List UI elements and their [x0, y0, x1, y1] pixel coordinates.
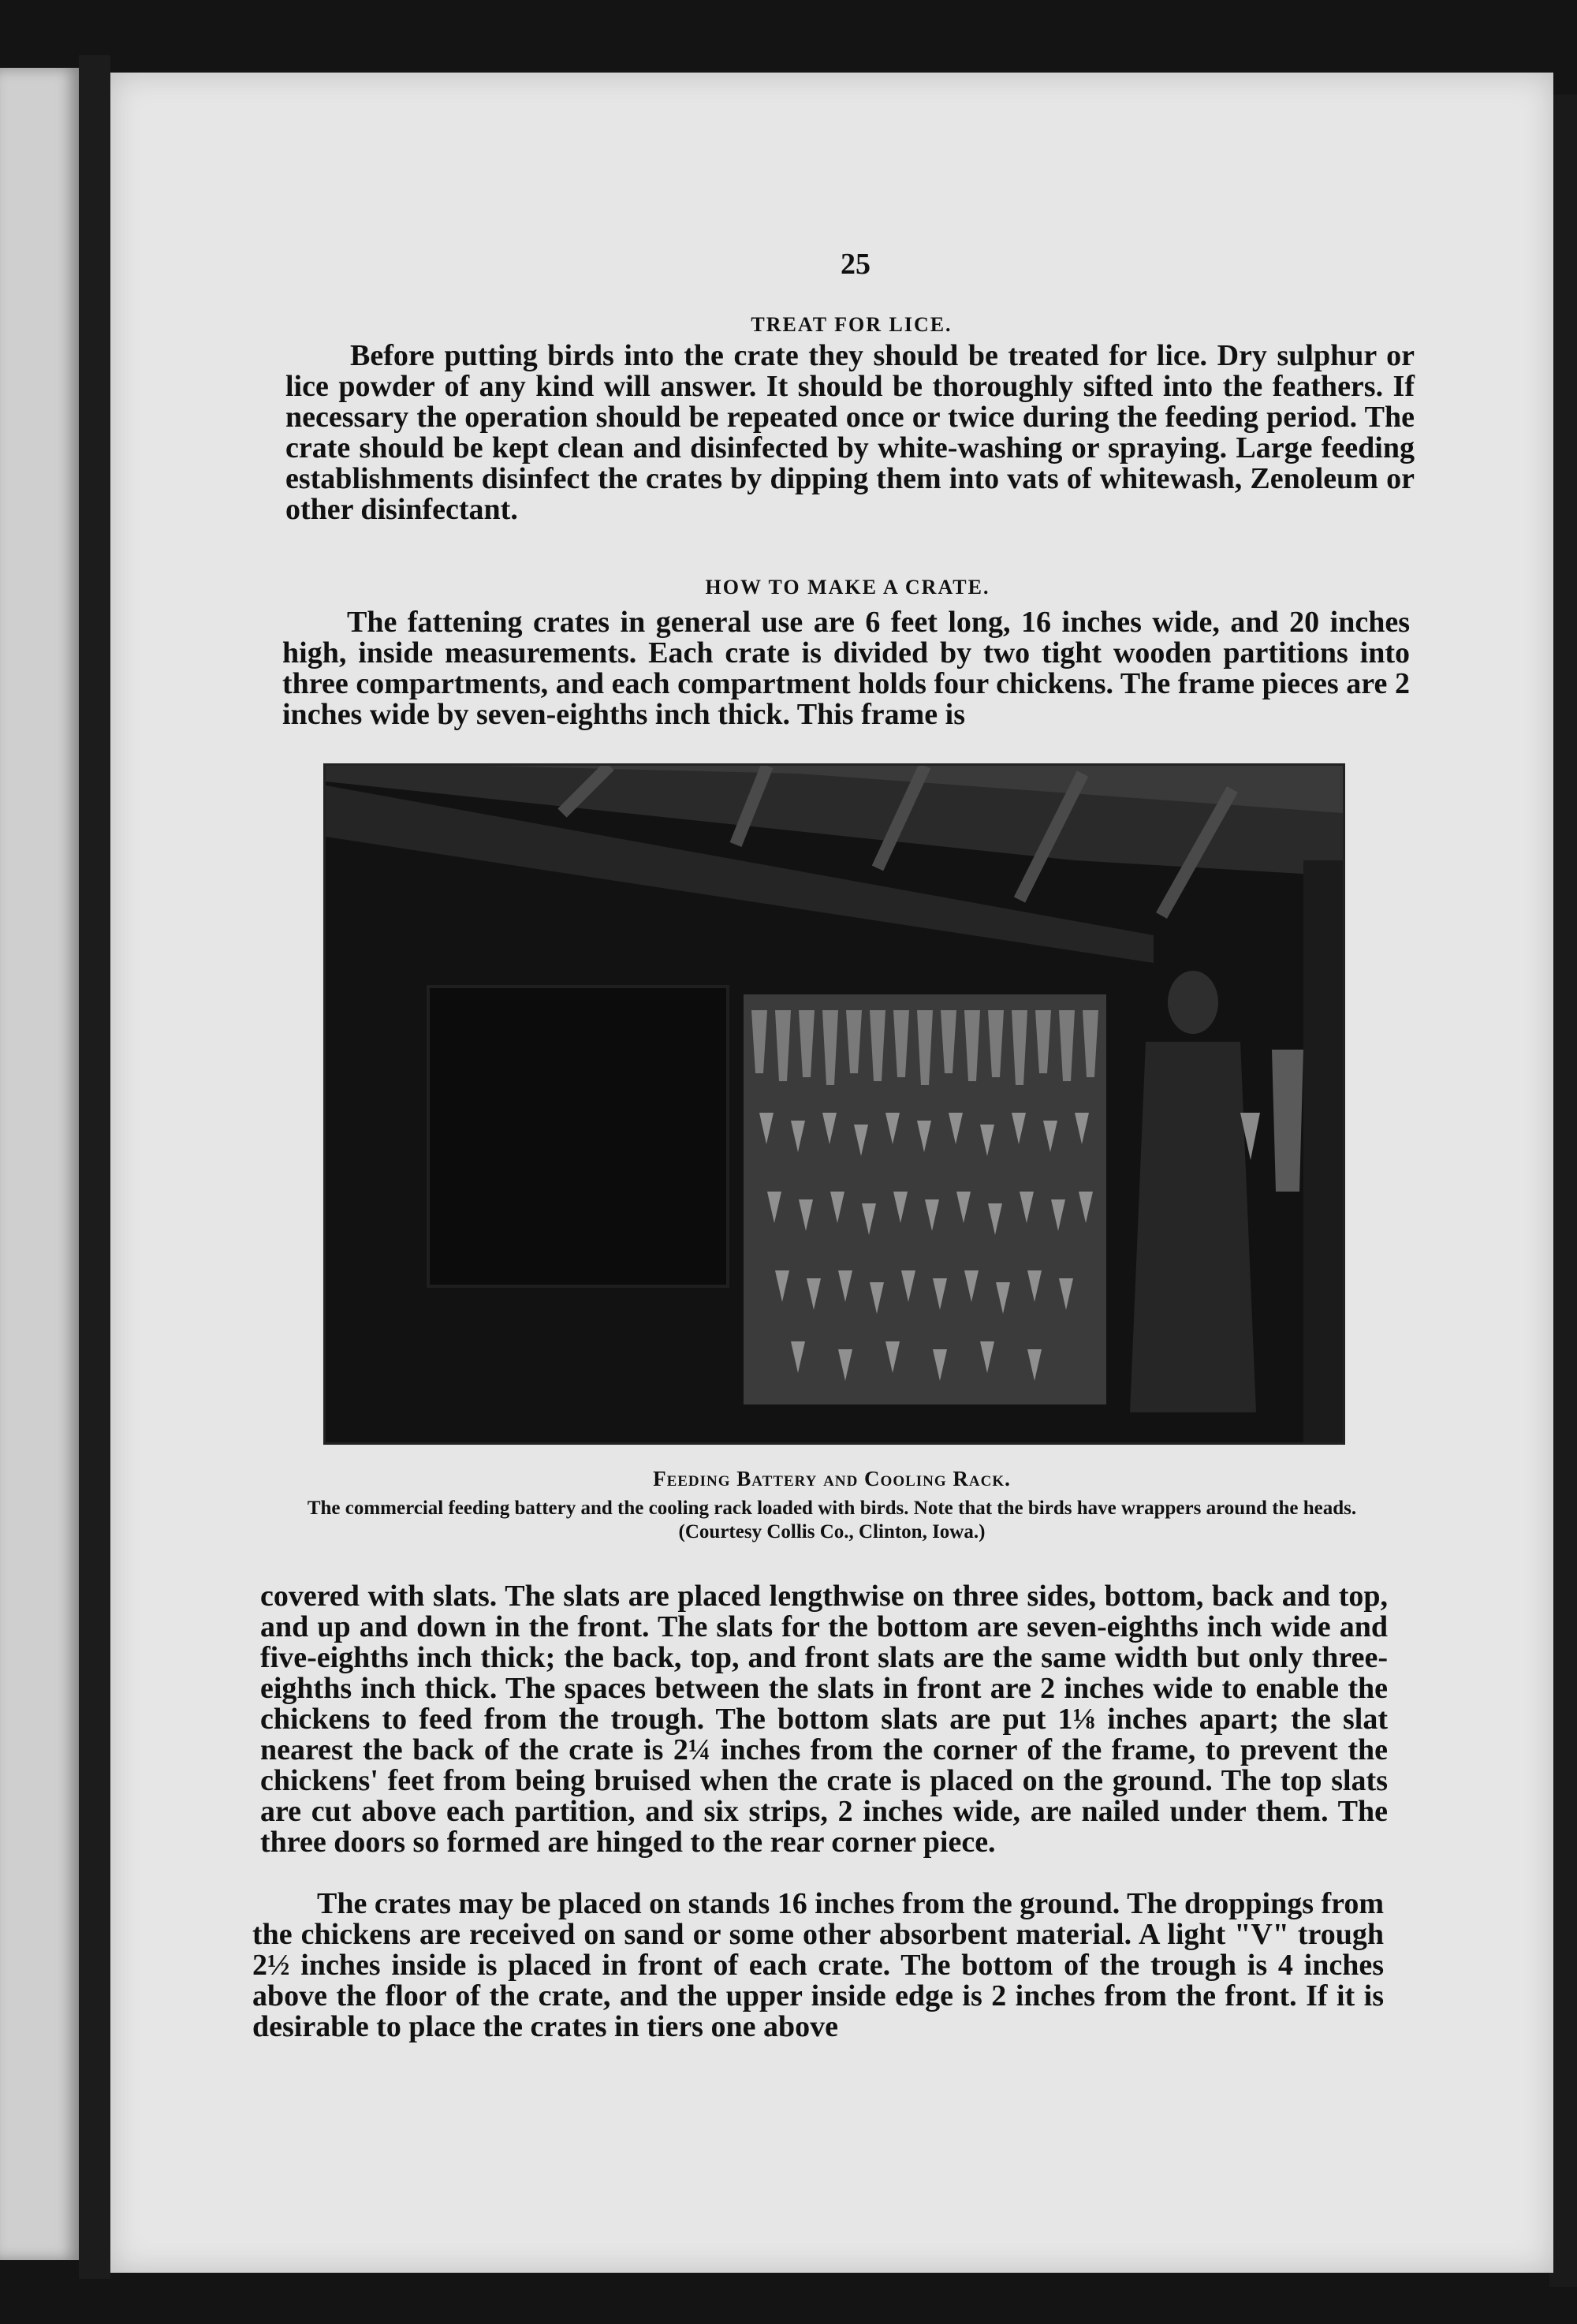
book-spine	[79, 55, 110, 2279]
feeding-battery-photo	[323, 763, 1345, 1445]
facing-page-edge	[0, 68, 79, 2260]
heading-treat-for-lice: TREAT FOR LICE.	[751, 313, 953, 336]
paragraph-crate-slats: covered with slats. The slats are placed lengthwise on three sides, bottom, back and top, and up and down in the front. The slats for the bottom are seven-eighths inch wide and five-eighths inch thick; the back, top, and front slats are the same width but only three-eighths inch thick. The spaces between the slats in front are 2 inches wide to enable the chickens to feed from the trough. The bottom slats are put 1⅛ inches apart; the slat nearest the back of the crate is 2¼ inches from the corner of the frame, to prevent the chickens' feet from being bruised when the crate is placed on the ground. The top slats are cut above each partition, and six strips, 2 inches wide, are nailed under them. The three doors so formed are hinged to the rear corner piece.	[260, 1580, 1388, 1859]
paragraph-treat-for-lice: Before putting birds into the crate they should be treated for lice. Dry sulphur or lice powder of any kind will answer. It should be thoroughly sifted into the feathers. If necessary the operation should be repeated once or twice during the feeding period. The crate should be kept clean and disinfected by white-washing or spraying. Large feeding establishments disinfect the crates by dipping them into vats of whitewash, Zenoleum or other disinfectant.	[285, 339, 1415, 526]
figure-caption: The commercial feeding battery and the cooling rack loaded with birds. Note that the birds have wrappers around the heads. (Courtesy Collis Co., Clinton, Iowa.)	[307, 1498, 1357, 1542]
figure-title: Feeding Battery and Cooling Rack.	[653, 1467, 1011, 1490]
page-number: 25	[841, 248, 871, 281]
photo-illustration	[326, 766, 1343, 1442]
paragraph-crate-stands: The crates may be placed on stands 16 inches from the ground. The droppings from the chickens are received on sand or some other absorbent material. A light "V" trough 2½ inches inside is placed in front of each crate. The bottom of the trough is 4 inches above the floor of the crate, and the upper inside edge is 2 inches from the front. If it is desirable to place the crates in tiers one above	[252, 1887, 1385, 2043]
heading-how-to-make-a-crate: HOW TO MAKE A CRATE.	[705, 576, 990, 599]
paragraph-how-to-make-a-crate: The fattening crates in general use are 6 feet long, 16 inches wide, and 20 inches high, inside measurements. Each crate is divided by two tight wooden partitions into three compartments, and each compartment holds four chickens. The frame pieces are 2 inches wide by seven-eighths inch thick. This frame is	[282, 606, 1410, 731]
page-right-edge	[1549, 95, 1577, 2287]
